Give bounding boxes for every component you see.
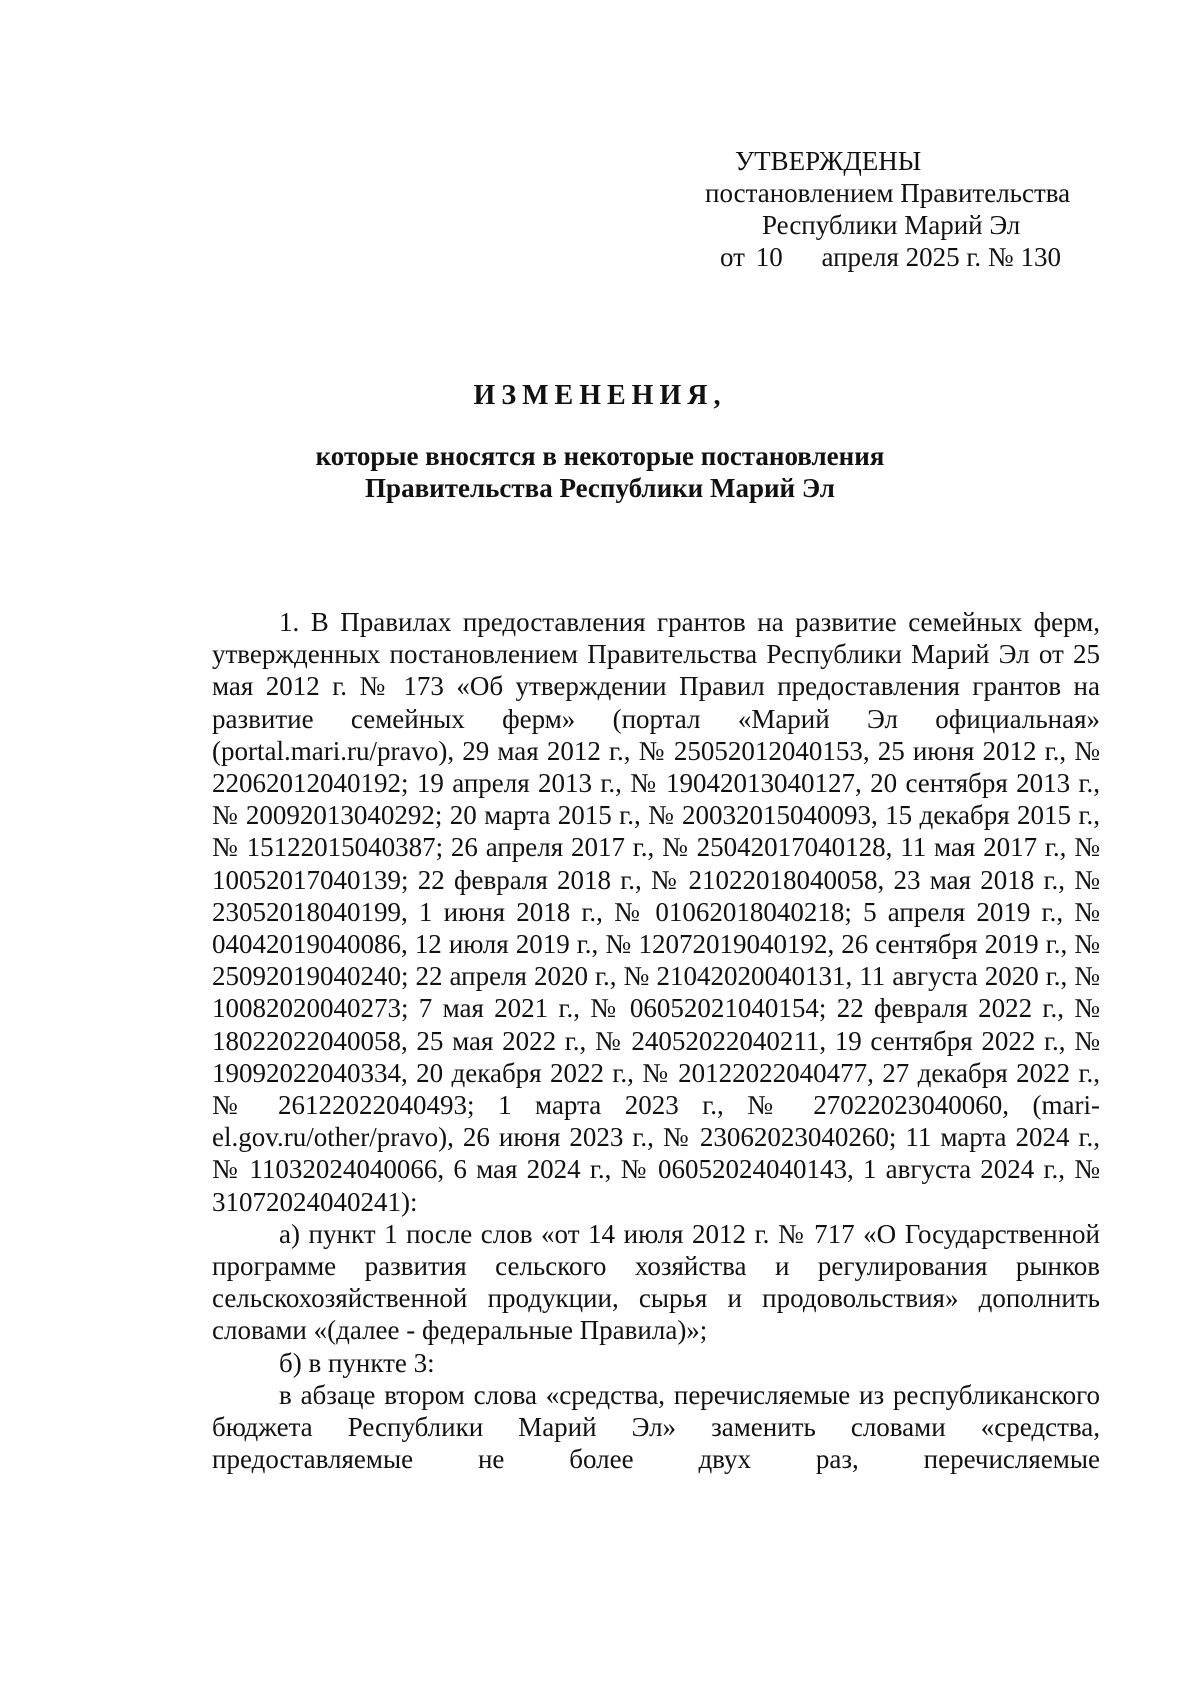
paragraph-1b-text: в абзаце втором слова «средства, перечисляемые из республиканского бюджета Республики Марий Эл» заменить словами «средства, предоставляемые не более двух раз, перечисляемые (212, 1379, 1100, 1475)
document-subtitle-line-1: которые вносятся в некоторые постановления (315, 441, 885, 471)
approval-region-line: Республики Марий Эл (762, 210, 1021, 240)
paragraph-1: 1. В Правилах предоставления грантов на развитие семейных ферм, утвержденных постановлением Правительства Республики Марий Эл от 25 мая 2012 г. № 173 «Об утверждении Правил предоставления грантов на развитие семейных ферм» (портал «Марий Эл официальная» (portal.mari.ru/pravo), 29 мая 2012 г., № 25052012040153, 25 июня 2012 г., № 22062012040192; 19 апреля 2013 г., № 19042013040127, 20 сентября 2013 г., № 20092013040292; 20 марта 2015 г., № 20032015040093, 15 декабря 2015 г., № 15122015040387; 26 апреля 2017 г., № 25042017040128, 11 мая 2017 г., № 10052017040139; 22 февраля 2018 г., № 21022018040058, 23 мая 2018 г., № 23052018040199, 1 июня 2018 г., № 01062018040218; 5 апреля 2019 г., № 04042019040086, 12 июля 2019 г., № 12072019040192, 26 сентября 2019 г., № 25092019040240; 22 апреля 2020 г., № 21042020040131, 11 августа 2020 г., № 10082020040273; 7 мая 2021 г., № 06052021040154; 22 февраля 2022 г., № 18022022040058, 25 мая 2022 г., № 24052022040211, 19 сентября 2022 г., № 19092022040334, 20 декабря 2022 г., № 20122022040477, 27 декабря 2022 г., № 26122022040493; 1 марта 2023 г., № 27022023040060, (mari-el.gov.ru/other/pravo), 26 июня 2023 г., № 23062023040260; 11 марта 2024 г., № 11032024040066, 6 мая 2024 г., № 06052024040143, 1 августа 2024 г., № 31072024040241): (212, 607, 1100, 1217)
document-body (212, 606, 1100, 1475)
approval-date-line (640, 241, 1110, 273)
approval-title: УТВЕРЖДЕНЫ (735, 146, 922, 176)
approval-date-day: 10 (755, 242, 783, 272)
approval-issuer-line: постановлением Правительства (705, 178, 1071, 208)
approval-date-rest: апреля 2025 г. № 130 (821, 242, 1061, 272)
approval-date-prefix: от (720, 242, 745, 272)
approval-stamp (640, 145, 1110, 273)
paragraph-1a: а) пункт 1 после слов «от 14 июля 2012 г. № 717 «О Государственной программе развития сельского хозяйства и регулирования рынков сельскохозяйственной продукции, сырья и продовольствия» дополнить словами «(далее - федеральные Правила)»; (212, 1218, 1100, 1346)
document-subtitle (0, 440, 1200, 504)
paragraph-1b: б) в пункте 3: (279, 1347, 435, 1378)
document-subtitle-line-2: Правительства Республики Марий Эл (365, 473, 835, 503)
document-title: ИЗМЕНЕНИЯ, (473, 380, 727, 411)
